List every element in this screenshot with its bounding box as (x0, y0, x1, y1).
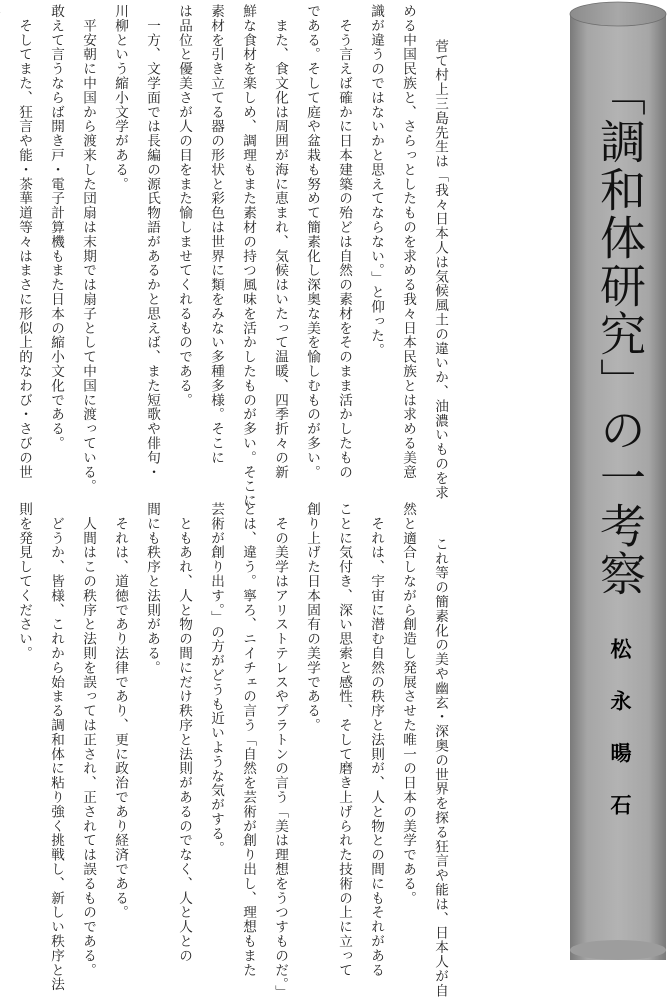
banner-bottom-cap (570, 940, 666, 960)
title-banner (568, 0, 668, 962)
lower-paragraph-6: 人間はこの秩序と法則を誤っては正され、正されては誤るものである。 (80, 516, 96, 978)
upper-paragraph-3: また、食文化は周囲が海に恵まれ、気候はいたって温暖、四季折々の新 鮮な食材を楽しめ、調理もまた素材の持つ風味を活かしたものが多い。そこに 素材を引き立てる器の形状と彩色は世界に類をみない多種多様。そこに は品位と優美さが人の目をまた愉しませてくれるものである。 (176, 4, 288, 508)
author-name: 松永暘石 (608, 638, 632, 846)
upper-paragraph-1: 菅て村上三島先生は「我々日本人は気候風土の違いか、油濃いものを求 める中国民族と、さらっとしたものを求める我々日本民族とは求める美意 識が違うのではないかと思えてならない。」と仰った。 (368, 4, 448, 500)
lower-paragraph-4: ともあれ、人と物の間にだけ秩序と法則があるのでなく、人と人との 間にも秩序と法則がある。 (144, 502, 192, 963)
lower-paragraph-1: これ等の簡素化の美や幽玄・深奥の世界を探る狂言や能は、日本人が自 然と適合しながら創造し発展させた唯一の日本の美学である。 (400, 502, 448, 998)
lower-paragraph-2: それは、宇宙に潜む自然の秩序と法則が、人と物との間にもそれがある ことに気付き、深い思索と感性、そして磨き上げられた技術の上に立って 創り上げた日本固有の美学である。 (304, 502, 384, 978)
page-title: 「調和体研究」の一考察 (593, 70, 647, 598)
lower-paragraph-7: どうか、皆様、これから始まる調和体に粘り強く挑戦し、新しい秩序と法 則を発見してください。 (16, 502, 64, 992)
banner-top-cap (570, 2, 666, 26)
upper-paragraph-6: そしてまた、狂言や能・茶華道等々はまさに形似上的なわび・さびの世 (16, 18, 32, 480)
lower-paragraph-5: それは、道徳であり法律であり、更に政治であり経済である。 (112, 516, 128, 920)
upper-paragraph-4: 一方、文学面では長編の源氏物語があるかと思えば、また短歌や俳句・ 川柳という縮小文学がある。 (112, 4, 160, 480)
upper-paragraph-2: そう言えば確かに日本建築の殆どは自然の素材をそのまま活かしたもの である。そして庭や盆栽も努めて簡素化し深奥な美を愉しむものが多い。 (304, 4, 352, 480)
lower-text-column (0, 502, 488, 999)
upper-text-column (0, 4, 488, 508)
upper-paragraph-5: 平安朝に中国から渡来した団扇は末期では扇子として中国に渡っている。 敢えて言うならば開き戸・電子計算機もまた日本の縮小文化である。 (48, 4, 96, 494)
lower-paragraph-3: その美学はアリストテレスやプラトンの言う「美は理想をうつすものだ。」 とは、違う。寧ろ、ニイチェの言う「自然を芸術が創り出し、理想もまた 芸術が創り出す。」の方がどうも近いような気がする。 (208, 502, 288, 999)
